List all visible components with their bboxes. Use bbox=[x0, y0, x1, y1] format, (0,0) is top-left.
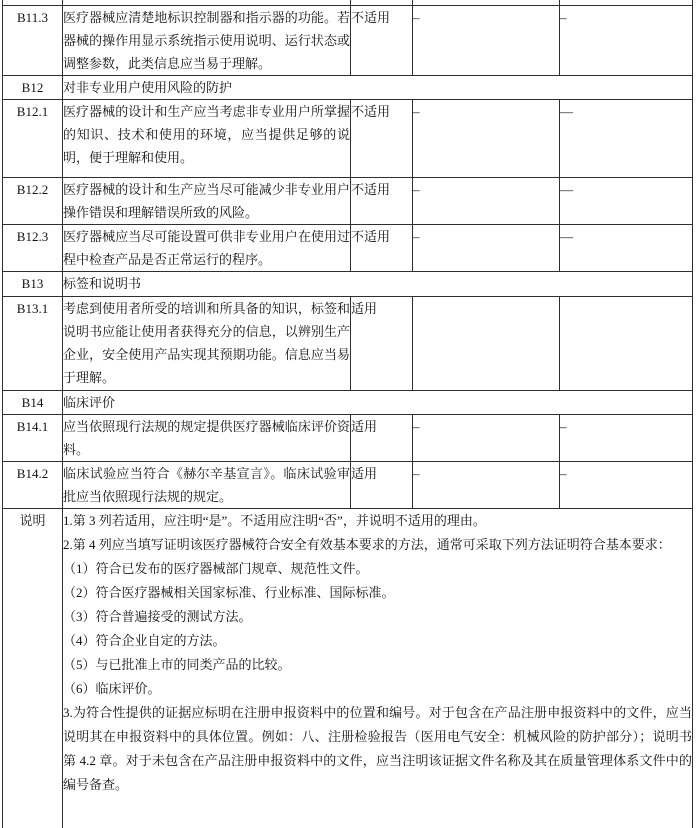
row-code: B12.1 bbox=[3, 99, 63, 177]
requirement-text: 医疗器械应当尽可能设置可供非专业用户在使用过程中检查产品是否正常运行的程序。 bbox=[63, 224, 351, 271]
notes-label: 说明 bbox=[3, 508, 63, 828]
applicability-cell: 适用 bbox=[351, 461, 413, 508]
evidence-cell: – bbox=[560, 414, 693, 461]
requirement-text: 应当依照现行法规的规定提供医疗器械临床评价资料。 bbox=[63, 414, 351, 461]
table-row bbox=[3, 99, 693, 177]
method-cell bbox=[413, 296, 560, 390]
applicability-cell: 不适用 bbox=[351, 224, 413, 271]
note-line: （6）临床评价。 bbox=[63, 680, 161, 696]
applicability-cell: 适用 bbox=[351, 414, 413, 461]
method-cell: – bbox=[413, 5, 560, 75]
applicability-cell: 不适用 bbox=[351, 177, 413, 224]
note-line: （4）符合企业自定的方法。 bbox=[63, 632, 226, 648]
evidence-cell: – bbox=[560, 5, 693, 75]
applicability-cell: 不适用 bbox=[351, 5, 413, 75]
section-title: 临床评价 bbox=[63, 390, 693, 414]
note-line: （3）符合普遍接受的测试方法。 bbox=[63, 608, 252, 624]
applicability-cell: 适用 bbox=[351, 296, 413, 390]
note-line: （5）与已批准上市的同类产品的比较。 bbox=[63, 656, 291, 672]
note-line: （1）符合已发布的医疗器械部门规章、规范性文件。 bbox=[63, 560, 369, 576]
section-row bbox=[3, 75, 693, 99]
section-code: B12 bbox=[3, 75, 63, 99]
table-row bbox=[3, 414, 693, 461]
note-line: 1.第 3 列若适用，应注明“是”。不适用应注明“否”，并说明不适用的理由。 bbox=[63, 512, 486, 528]
requirement-text: 医疗器械的设计和生产应当尽可能减少非专业用户操作错误和理解错误所致的风险。 bbox=[63, 177, 351, 224]
table-row bbox=[3, 461, 693, 508]
method-cell: – bbox=[413, 99, 560, 177]
requirement-text: 医疗器械的设计和生产应当考虑非专业用户所掌握的知识、技术和使用的环境，应当提供足够的说明，便于理解和使用。 bbox=[63, 99, 351, 177]
table-row bbox=[3, 296, 693, 390]
requirement-text: 考虑到使用者所受的培训和所具备的知识，标签和说明书应能让使用者获得充分的信息，以辨别生产企业，安全使用产品实现其预期功能。信息应当易于理解。 bbox=[63, 296, 351, 390]
row-code: B11.3 bbox=[3, 5, 63, 75]
row-code: B13.1 bbox=[3, 296, 63, 390]
method-cell: – bbox=[413, 461, 560, 508]
section-row bbox=[3, 271, 693, 296]
section-code: B13 bbox=[3, 271, 63, 296]
requirement-text: 医疗器械应清楚地标识控制器和指示器的功能。若器械的操作用显示系统指示使用说明、运行状态或调整参数，此类信息应当易于理解。 bbox=[63, 5, 351, 75]
method-cell: – bbox=[413, 177, 560, 224]
table-row bbox=[3, 224, 693, 271]
method-cell: – bbox=[413, 414, 560, 461]
row-code: B14.2 bbox=[3, 461, 63, 508]
notes-row bbox=[3, 508, 693, 828]
applicability-cell: 不适用 bbox=[351, 99, 413, 177]
evidence-cell: — bbox=[560, 224, 693, 271]
note-line: （2）符合医疗器械相关国家标准、行业标准、国际标准。 bbox=[63, 584, 395, 600]
evidence-cell: — bbox=[560, 99, 693, 177]
notes-content bbox=[63, 508, 693, 828]
section-title: 标签和说明书 bbox=[63, 271, 693, 296]
requirement-text: 临床试验应当符合《赫尔辛基宣言》。临床试验审批应当依照现行法规的规定。 bbox=[63, 461, 351, 508]
row-code: B12.3 bbox=[3, 224, 63, 271]
section-title: 对非专业用户使用风险的防护 bbox=[63, 75, 693, 99]
evidence-cell bbox=[560, 296, 693, 390]
table-row bbox=[3, 177, 693, 224]
evidence-cell: – bbox=[560, 461, 693, 508]
note-line: 2.第 4 列应当填写证明该医疗器械符合安全有效基本要求的方法，通常可采取下列方法证明符合基本要求： bbox=[63, 536, 671, 552]
table-row bbox=[3, 5, 693, 75]
row-code: B12.2 bbox=[3, 177, 63, 224]
section-code: B14 bbox=[3, 390, 63, 414]
note-line: 3.为符合性提供的证据应标明在注册申报资料中的位置和编号。对于包含在产品注册申报资料中的文件，应当说明其在申报资料中的具体位置。例如：八、注册检验报告（医用电气安全：机械风险的防护部分）；说明书第 4.2 章。对于未包含在产品注册申报资料中的文件，应当注明该证据文件名称及其在质量管理体系文件中的编号备查。 bbox=[63, 704, 692, 792]
compliance-table bbox=[2, 0, 693, 828]
section-row bbox=[3, 390, 693, 414]
evidence-cell: — bbox=[560, 177, 693, 224]
row-code: B14.1 bbox=[3, 414, 63, 461]
method-cell: – bbox=[413, 224, 560, 271]
